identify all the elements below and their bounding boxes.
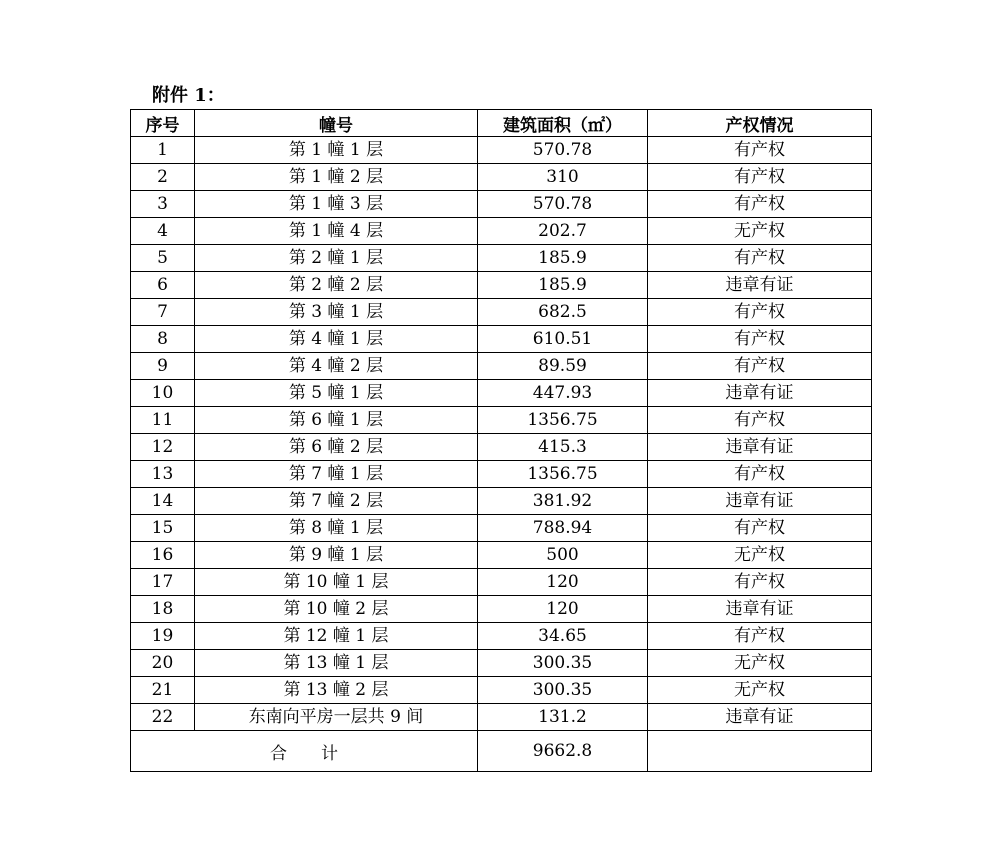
table-row [131, 569, 872, 596]
cell-seq: 3 [131, 191, 195, 218]
cell-rights: 有产权 [648, 569, 872, 596]
cell-building: 第 6 幢 2 层 [195, 434, 478, 461]
cell-building: 东南向平房一层共 9 间 [195, 704, 478, 731]
cell-building: 第 1 幢 2 层 [195, 164, 478, 191]
table-row [131, 191, 872, 218]
cell-rights: 无产权 [648, 218, 872, 245]
cell-rights: 有产权 [648, 137, 872, 164]
table-row [131, 380, 872, 407]
table-row [131, 164, 872, 191]
cell-seq: 7 [131, 299, 195, 326]
cell-building: 第 1 幢 4 层 [195, 218, 478, 245]
cell-building: 第 4 幢 2 层 [195, 353, 478, 380]
total-label: 合 计 [131, 731, 478, 772]
table-row [131, 299, 872, 326]
cell-area: 381.92 [478, 488, 648, 515]
cell-area: 610.51 [478, 326, 648, 353]
cell-area: 500 [478, 542, 648, 569]
cell-area: 415.3 [478, 434, 648, 461]
table-row [131, 596, 872, 623]
total-rights [648, 731, 872, 772]
cell-rights: 有产权 [648, 353, 872, 380]
cell-rights: 有产权 [648, 299, 872, 326]
table-row [131, 137, 872, 164]
cell-seq: 4 [131, 218, 195, 245]
table-row [131, 218, 872, 245]
cell-building: 第 12 幢 1 层 [195, 623, 478, 650]
cell-seq: 16 [131, 542, 195, 569]
cell-building: 第 9 幢 1 层 [195, 542, 478, 569]
table-row [131, 677, 872, 704]
table-row [131, 515, 872, 542]
cell-rights: 无产权 [648, 542, 872, 569]
cell-area: 120 [478, 569, 648, 596]
cell-building: 第 10 幢 1 层 [195, 569, 478, 596]
cell-area: 788.94 [478, 515, 648, 542]
cell-seq: 2 [131, 164, 195, 191]
cell-area: 1356.75 [478, 407, 648, 434]
table-row [131, 488, 872, 515]
cell-rights: 有产权 [648, 623, 872, 650]
cell-building: 第 7 幢 2 层 [195, 488, 478, 515]
table-row [131, 245, 872, 272]
cell-area: 120 [478, 596, 648, 623]
cell-building: 第 3 幢 1 层 [195, 299, 478, 326]
cell-building: 第 5 幢 1 层 [195, 380, 478, 407]
cell-building: 第 1 幢 1 层 [195, 137, 478, 164]
cell-area: 34.65 [478, 623, 648, 650]
cell-area: 185.9 [478, 245, 648, 272]
cell-building: 第 4 幢 1 层 [195, 326, 478, 353]
cell-rights: 有产权 [648, 191, 872, 218]
table-header-row [131, 110, 872, 137]
table-row [131, 461, 872, 488]
cell-seq: 13 [131, 461, 195, 488]
cell-area: 131.2 [478, 704, 648, 731]
cell-area: 570.78 [478, 191, 648, 218]
cell-rights: 违章有证 [648, 380, 872, 407]
cell-rights: 无产权 [648, 677, 872, 704]
cell-seq: 18 [131, 596, 195, 623]
cell-rights: 违章有证 [648, 596, 872, 623]
cell-building: 第 6 幢 1 层 [195, 407, 478, 434]
table-row [131, 353, 872, 380]
cell-building: 第 13 幢 2 层 [195, 677, 478, 704]
cell-rights: 有产权 [648, 515, 872, 542]
cell-rights: 违章有证 [648, 704, 872, 731]
table-row [131, 407, 872, 434]
cell-building: 第 1 幢 3 层 [195, 191, 478, 218]
cell-seq: 10 [131, 380, 195, 407]
cell-rights: 有产权 [648, 407, 872, 434]
cell-rights: 违章有证 [648, 434, 872, 461]
cell-area: 447.93 [478, 380, 648, 407]
cell-seq: 19 [131, 623, 195, 650]
table-row [131, 272, 872, 299]
cell-seq: 9 [131, 353, 195, 380]
cell-area: 682.5 [478, 299, 648, 326]
total-row [131, 731, 872, 772]
cell-rights: 有产权 [648, 461, 872, 488]
table-row [131, 542, 872, 569]
header-rights: 产权情况 [648, 110, 872, 137]
cell-building: 第 7 幢 1 层 [195, 461, 478, 488]
cell-seq: 22 [131, 704, 195, 731]
header-area: 建筑面积（㎡） [478, 110, 648, 137]
table-row [131, 650, 872, 677]
cell-seq: 1 [131, 137, 195, 164]
cell-building: 第 10 幢 2 层 [195, 596, 478, 623]
cell-building: 第 2 幢 1 层 [195, 245, 478, 272]
cell-seq: 14 [131, 488, 195, 515]
table-body [131, 137, 872, 731]
total-area: 9662.8 [478, 731, 648, 772]
table-row [131, 704, 872, 731]
cell-rights: 有产权 [648, 245, 872, 272]
cell-rights: 违章有证 [648, 488, 872, 515]
header-building: 幢号 [195, 110, 478, 137]
cell-seq: 11 [131, 407, 195, 434]
cell-area: 89.59 [478, 353, 648, 380]
cell-seq: 6 [131, 272, 195, 299]
attachment-label: 附件 1： [152, 85, 225, 106]
header-seq: 序号 [131, 110, 195, 137]
cell-seq: 17 [131, 569, 195, 596]
table-row [131, 326, 872, 353]
cell-seq: 21 [131, 677, 195, 704]
cell-area: 570.78 [478, 137, 648, 164]
cell-seq: 5 [131, 245, 195, 272]
cell-building: 第 13 幢 1 层 [195, 650, 478, 677]
cell-rights: 违章有证 [648, 272, 872, 299]
property-table [130, 109, 872, 772]
cell-area: 300.35 [478, 650, 648, 677]
cell-area: 310 [478, 164, 648, 191]
cell-rights: 有产权 [648, 164, 872, 191]
cell-area: 1356.75 [478, 461, 648, 488]
cell-rights: 无产权 [648, 650, 872, 677]
cell-building: 第 8 幢 1 层 [195, 515, 478, 542]
cell-seq: 20 [131, 650, 195, 677]
cell-area: 202.7 [478, 218, 648, 245]
table-row [131, 623, 872, 650]
cell-building: 第 2 幢 2 层 [195, 272, 478, 299]
cell-rights: 有产权 [648, 326, 872, 353]
table-row [131, 434, 872, 461]
cell-area: 300.35 [478, 677, 648, 704]
cell-seq: 8 [131, 326, 195, 353]
cell-area: 185.9 [478, 272, 648, 299]
cell-seq: 15 [131, 515, 195, 542]
cell-seq: 12 [131, 434, 195, 461]
